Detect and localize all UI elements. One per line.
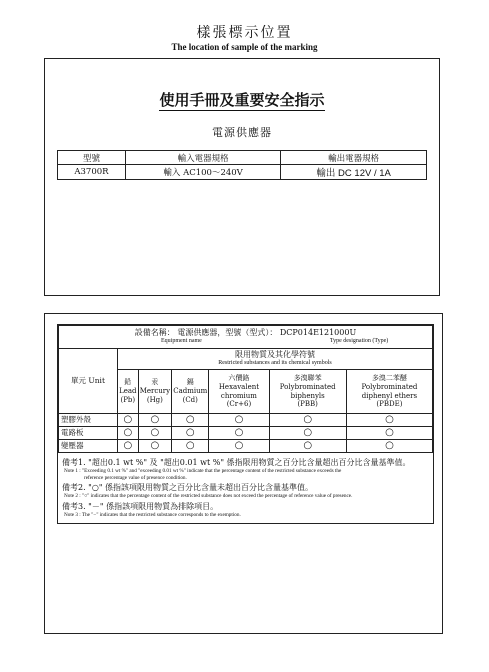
equipment-name-en: Equipment name	[161, 338, 202, 344]
equipment-name-zh: 設備名稱： 電源供應器，型號（型式）： DCP014E121000U	[134, 328, 357, 337]
spec-header-input: 輸入電器規格	[125, 151, 280, 165]
mark-cell: ○	[209, 414, 269, 427]
page-title-en: The location of sample of the marking	[171, 42, 318, 52]
spec-header-model: 型號	[58, 151, 126, 165]
mark-cell: ○	[346, 440, 432, 453]
mark-cell: ○	[118, 414, 139, 427]
mark-cell: ○	[138, 414, 172, 427]
row-unit-plastic-case: 塑膠外殼	[59, 414, 118, 427]
spec-model: A3700R	[58, 165, 126, 180]
note-2-zh: 備考2. "○" 係指該項限用物質之百分比含量未超出百分比含量基準值。	[62, 483, 314, 492]
mark-cell: ○	[138, 427, 172, 440]
rohs-declaration	[57, 324, 434, 524]
spec-output: 輸出 DC 12V / 1A	[281, 165, 427, 180]
note-1-zh: 備考1. "超出0.1 wt %" 及 "超出0.01 wt %" 係指限用物質之百分比含量超出百分比含量基準值。	[62, 458, 411, 467]
note-3-en: Note 3 : The "−" indicates that the restricted substance corresponds to the exemption.	[64, 511, 241, 518]
mark-cell: ○	[172, 440, 209, 453]
mark-cell: ○	[209, 427, 269, 440]
note-3-zh: 備考3. "－" 係指該項限用物質為排除項目。	[62, 501, 219, 511]
substance-lead: 鉛Lead (Pb)	[118, 370, 139, 414]
restricted-header-en: Restricted substances and its chemical symbols	[218, 360, 332, 367]
substance-pbb: 多溴聯苯 Polybrominated biphenyls (PBB)	[269, 370, 346, 414]
rohs-marking-panel	[44, 313, 443, 634]
spec-header-output: 輸出電器規格	[281, 151, 427, 165]
mark-cell: ○	[269, 440, 346, 453]
note-1-en: Note 1 : "Exceeding 0.1 wt %" and "exceeding 0.01 wt %" indicate that the percentage content of the restricted substance exceeds the	[64, 468, 342, 474]
rohs-notes	[58, 453, 433, 523]
row-unit-circuit-board: 電路板	[59, 427, 118, 440]
mark-cell: ○	[138, 440, 172, 453]
substance-mercury: 汞Mercury (Hg)	[138, 370, 172, 414]
mark-cell: ○	[118, 427, 139, 440]
restricted-header-zh: 限用物質及其化學符號	[235, 350, 315, 360]
spec-table	[57, 150, 427, 180]
mark-cell: ○	[209, 440, 269, 453]
manual-marking-panel	[44, 58, 440, 296]
spec-input: 輸入 AC100～240V	[125, 165, 280, 180]
type-designation-en: Type designation (Type)	[329, 338, 389, 344]
page-title-zh: 樣張標示位置	[196, 25, 293, 41]
note-2-en: Note 2 : "○" indicates that the percentage content of the restricted substance does not exceed the percentage of reference value of presence.	[64, 493, 353, 499]
mark-cell: ○	[346, 427, 432, 440]
note-1-en-cont: reference percentage value of presence condition.	[84, 474, 187, 481]
rohs-table	[58, 325, 433, 453]
substance-cadmium: 鎘Cadmium (Cd)	[172, 370, 209, 414]
row-unit-transformer: 變壓器	[59, 440, 118, 453]
mark-cell: ○	[172, 427, 209, 440]
unit-header: 單元 Unit	[59, 349, 118, 414]
substance-hexavalent-chromium: 六價鉻 Hexavalent chromium (Cr+6)	[209, 370, 269, 414]
manual-subtitle: 電源供應器	[212, 126, 272, 139]
substance-pbde: 多溴二苯醚 Polybrominated diphenyl ethers (PBDE)	[346, 370, 432, 414]
mark-cell: ○	[269, 427, 346, 440]
manual-title: 使用手冊及重要安全指示	[159, 91, 325, 109]
mark-cell: ○	[118, 440, 139, 453]
mark-cell: ○	[172, 414, 209, 427]
mark-cell: ○	[346, 414, 432, 427]
mark-cell: ○	[269, 414, 346, 427]
